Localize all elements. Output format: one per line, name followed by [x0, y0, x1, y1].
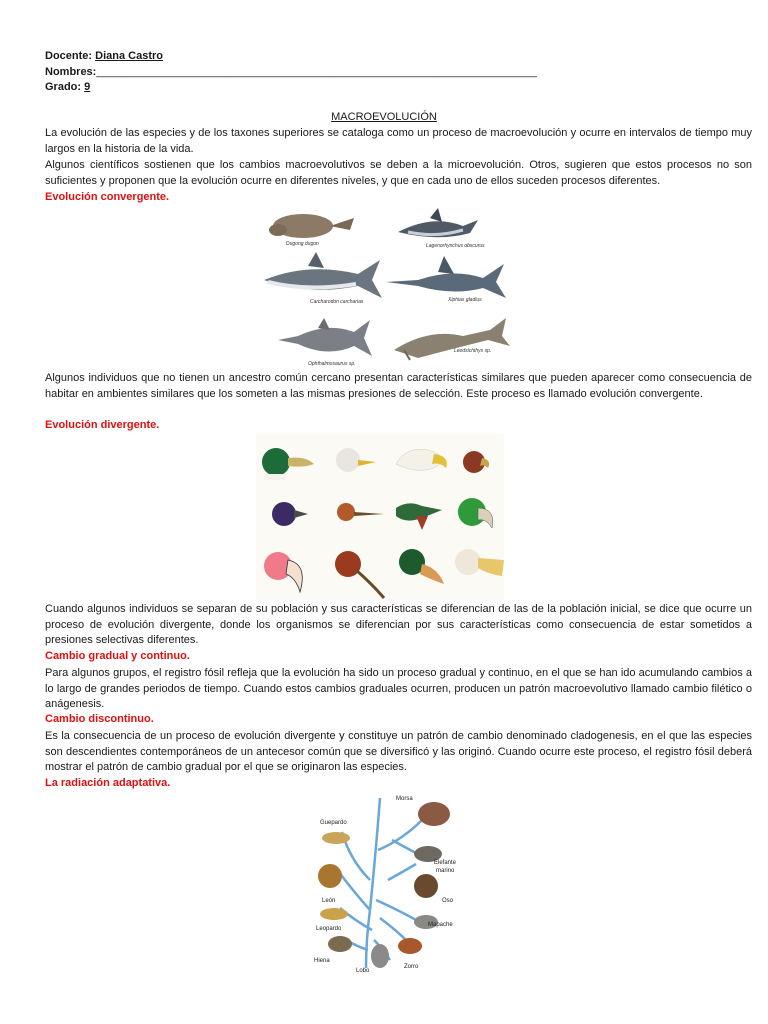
docente-label: Docente: [45, 50, 93, 62]
bird-beaks-figure [256, 434, 504, 600]
hyena-image [328, 936, 352, 952]
fox-image [398, 938, 422, 954]
caption-fossil: Leedsichthys sp. [454, 348, 492, 354]
cheetah-image [322, 832, 350, 844]
convergent-animals-figure [258, 200, 514, 370]
bear-image [414, 874, 438, 898]
page-title: MACROEVOLUCIÓN [331, 111, 437, 123]
shark-image [264, 252, 382, 298]
adaptive-radiation-figure [306, 790, 474, 978]
dugong-image [269, 214, 354, 238]
discontinuo-paragraph: Es la consecuencia de un proceso de evolución divergente y constituye un patrón de cambio denominado cladogenesis, en el que las especies son descendientes contemporáneos de un antecesor común que se diversificó y las originó. Cuando ocurre este proceso, el registro fósil deberá mostrar el patrón de cambio gradual por el que se originaron las especies. [45, 730, 752, 773]
label-mapache: Mapache [428, 922, 453, 928]
gradual-paragraph: Para algunos grupos, el registro fósil refleja que la evolución ha sido un proceso gradual y continuo, en el que se han ido acumulando cambios a lo largo de grandes periodos de tiempo. Cuando estos cambios graduales ocurren, producen un patrón macroevolutivo llamado cambio filético o anágenesis. [45, 667, 752, 710]
caption-swordfish: Xiphias gladius [448, 297, 482, 303]
fossil-whale-image [394, 318, 510, 360]
label-zorro: Zorro [404, 964, 419, 970]
caption-ichthyosaur: Ophthalmosaurus sp. [308, 361, 356, 367]
heading-radiacion: La radiación adaptativa. [45, 777, 171, 789]
grado-value: 9 [84, 81, 91, 93]
caption-shark: Carcharodon carcharias [310, 299, 364, 305]
ichthyosaur-image [278, 318, 372, 356]
heading-gradual: Cambio gradual y continuo. [45, 650, 190, 662]
nombres-label: Nombres: [45, 66, 97, 78]
caption-dugong: Dugong dugon [286, 241, 319, 247]
label-hiena: Hiena [314, 958, 330, 964]
caption-dolphin: Lagenorhynchus obscurus [426, 243, 485, 249]
grado-label: Grado: [45, 81, 82, 93]
dolphin-image [398, 208, 478, 237]
convergente-paragraph: Algunos individuos que no tienen un ancestro común cercano presentan características similares que pueden aparecer como consecuencia de habitar en ambientes similares que los someten a las mismas presiones de selección. Este proceso es llamado evolución convergente. [45, 372, 752, 400]
label-lobo: Lobo [356, 968, 370, 974]
heading-convergente: Evolución convergente. [45, 191, 170, 203]
swordfish-image [386, 256, 506, 298]
wolf-image [371, 944, 389, 968]
leopard-image [320, 908, 348, 920]
label-guepardo: Guepardo [320, 820, 347, 826]
divergente-paragraph: Cuando algunos individuos se separan de su población y sus características se diferencian de las de la población inicial, se dice que ocurre un proceso de evolución divergente, donde los organismos se diferencian por sus características como consecuencia de estar sometidos a presiones selectivas diferentes. [45, 603, 752, 646]
grado-line [45, 80, 90, 94]
docente-line [45, 49, 163, 63]
docente-value: Diana Castro [95, 50, 163, 62]
walrus-image [418, 802, 450, 826]
label-elefante: Elefante [434, 860, 457, 866]
lion-image [318, 864, 342, 888]
label-leon: León [322, 898, 336, 904]
intro-paragraph-1: La evolución de las especies y de los taxones superiores se cataloga como un proceso de macroevolución y ocurre en intervalos de tiempo muy largos en la historia de la vida. [45, 127, 752, 155]
heading-divergente: Evolución divergente. [45, 419, 160, 431]
label-morsa: Morsa [396, 796, 413, 802]
label-marino: marino [436, 868, 455, 874]
nombres-line [45, 65, 537, 79]
heading-discontinuo: Cambio discontinuo. [45, 713, 154, 725]
label-oso: Oso [442, 898, 454, 904]
intro-paragraph-2: Algunos científicos sostienen que los cambios macroevolutivos se deben a la microevolución. Otros, sugieren que estos procesos no son suficientes y proponen que la evolución ocurre en diferentes niveles, y que en cada uno de ellos suceden procesos diferentes. [45, 159, 752, 187]
label-leopardo: Leopardo [316, 926, 342, 932]
nombres-blank: ________________________________________________________________________ [96, 66, 537, 78]
